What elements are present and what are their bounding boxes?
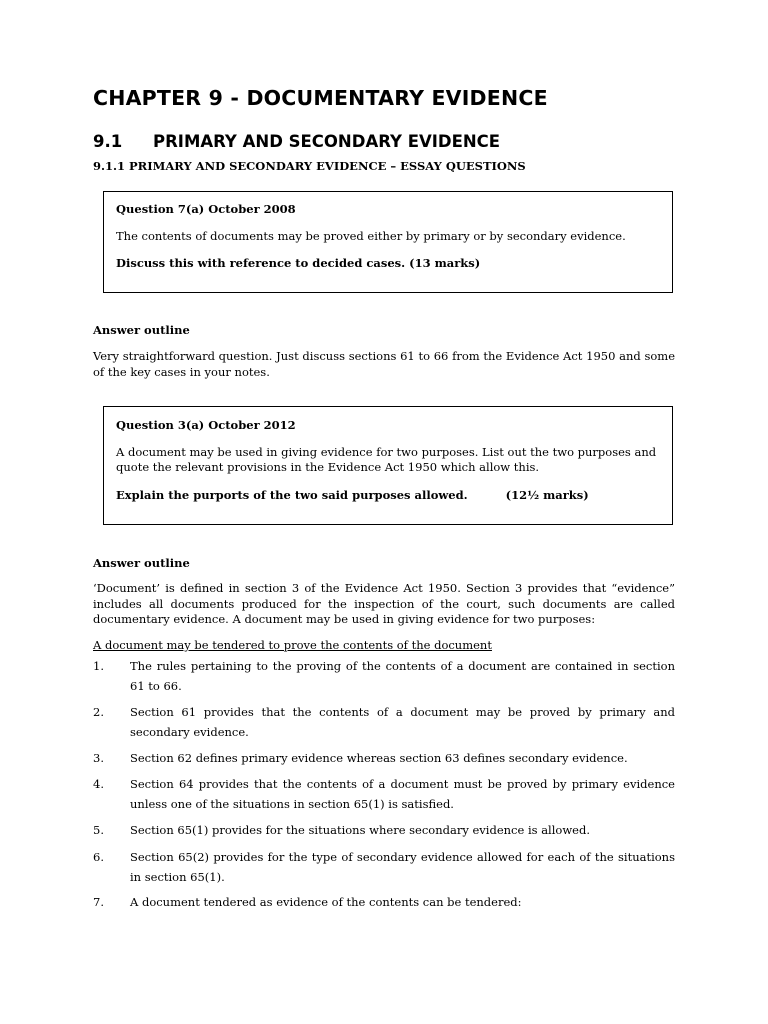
list-item-text: Section 64 provides that the contents of a document must be proved by primary evidence unless one of the situations in section 65(1) is satisfied. bbox=[130, 777, 675, 811]
question-marks: (12½ marks) bbox=[505, 488, 589, 502]
section-number: 9.1 bbox=[93, 132, 123, 151]
answer-intro: ‘Document’ is defined in section 3 of the Evidence Act 1950. Section 3 provides that “evidence” includes all documents produced for the inspection of the court, such documents are called documentary evidence. A document may be used in giving evidence for two purposes: bbox=[93, 581, 675, 626]
list-item-number: 5. bbox=[93, 823, 104, 837]
list-item-number: 4. bbox=[93, 777, 104, 791]
question-instruction-text: Explain the purports of the two said purposes allowed. bbox=[116, 488, 468, 502]
question-title: Question 7(a) October 2008 bbox=[116, 202, 296, 216]
list-item-text: The rules pertaining to the proving of the contents of a document are contained in section 61 to 66. bbox=[130, 659, 675, 693]
list-item-text: Section 61 provides that the contents of a document may be proved by primary and secondary evidence. bbox=[130, 705, 675, 739]
list-item-text: Section 62 defines primary evidence whereas section 63 defines secondary evidence. bbox=[130, 751, 628, 765]
answer-outline-text: Very straightforward question. Just discuss sections 61 to 66 from the Evidence Act 1950 and some of the key cases in your notes. bbox=[93, 349, 675, 379]
question-box-1 bbox=[103, 191, 673, 293]
list-item-number: 2. bbox=[93, 705, 104, 719]
answer-subheading: A document may be tendered to prove the contents of the document bbox=[93, 638, 492, 652]
question-box-2 bbox=[103, 406, 673, 525]
list-item-number: 1. bbox=[93, 659, 104, 673]
section-heading bbox=[93, 132, 500, 151]
list-item-number: 7. bbox=[93, 895, 104, 909]
list-item-number: 6. bbox=[93, 850, 104, 864]
list-item-text: A document tendered as evidence of the contents can be tendered: bbox=[130, 895, 522, 909]
question-instruction bbox=[116, 488, 660, 503]
question-instruction: Discuss this with reference to decided cases. (13 marks) bbox=[116, 256, 481, 270]
chapter-title: CHAPTER 9 - DOCUMENTARY EVIDENCE bbox=[93, 86, 548, 110]
list-item-text: Section 65(1) provides for the situations where secondary evidence is allowed. bbox=[130, 823, 590, 837]
question-text: A document may be used in giving evidence for two purposes. List out the two purposes and quote the relevant provisions in the Evidence Act 1950 which allow this. bbox=[116, 445, 657, 474]
subsection-heading: 9.1.1 PRIMARY AND SECONDARY EVIDENCE – ESSAY QUESTIONS bbox=[93, 159, 526, 173]
question-text: The contents of documents may be proved either by primary or by secondary evidence. bbox=[116, 229, 626, 243]
answer-outline-label: Answer outline bbox=[93, 556, 190, 570]
list-item-number: 3. bbox=[93, 751, 104, 765]
question-title: Question 3(a) October 2012 bbox=[116, 418, 296, 432]
answer-outline-label: Answer outline bbox=[93, 323, 190, 337]
section-title: PRIMARY AND SECONDARY EVIDENCE bbox=[153, 132, 501, 151]
list-item-text: Section 65(2) provides for the type of secondary evidence allowed for each of the situations in section 65(1). bbox=[130, 850, 675, 884]
